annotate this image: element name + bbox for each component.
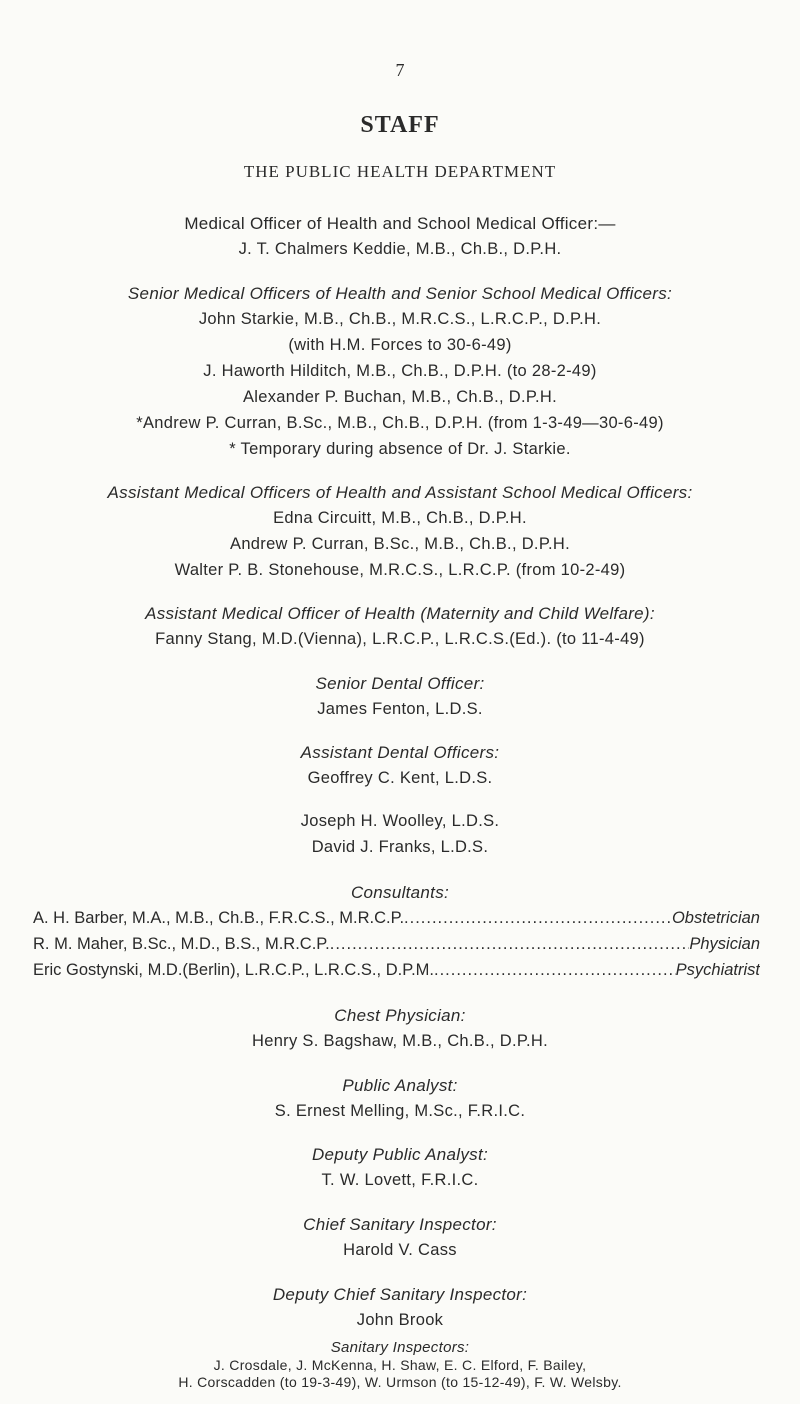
senior-moh-heading: Senior Medical Officers of Health and Senior School Medical Officers:	[127, 284, 673, 303]
senior-moh-line: (with H.M. Forces to 30-6-49)	[288, 336, 512, 354]
consultants-heading: Consultants:	[350, 883, 450, 902]
consultant-row	[33, 909, 760, 928]
consultant-role: Obstetrician	[671, 909, 760, 927]
chief-sanitary-name: Harold V. Cass	[343, 1241, 457, 1259]
leader-dots	[404, 909, 672, 928]
chief-sanitary-heading: Chief Sanitary Inspector:	[303, 1215, 497, 1234]
consultant-name: A. H. Barber, M.A., M.B., Ch.B., F.R.C.S., M.R.C.P.	[33, 909, 405, 927]
consultant-name: R. M. Maher, B.Sc., M.D., B.S., M.R.C.P.	[33, 935, 330, 953]
deputy-analyst-name: T. W. Lovett, F.R.I.C.	[321, 1171, 479, 1189]
deputy-sanitary-heading: Deputy Chief Sanitary Inspector:	[272, 1285, 528, 1304]
consultant-row	[33, 935, 760, 954]
consultant-role: Psychiatrist	[675, 961, 760, 979]
maternity-heading: Assistant Medical Officer of Health (Maternity and Child Welfare):	[145, 604, 655, 623]
moh-name: J. T. Chalmers Keddie, M.B., Ch.B., D.P.H.	[238, 240, 562, 258]
leader-dots	[434, 961, 676, 980]
consultant-name: Eric Gostynski, M.D.(Berlin), L.R.C.P., L.R.C.S., D.P.M.	[33, 961, 434, 979]
assistant-dental-line: Joseph H. Woolley, L.D.S.	[300, 812, 500, 830]
maternity-name: Fanny Stang, M.D.(Vienna), L.R.C.P., L.R.C.S.(Ed.). (to 11-4-49)	[155, 630, 645, 648]
assistant-dental-heading: Assistant Dental Officers:	[300, 743, 500, 762]
consultant-row	[33, 961, 760, 980]
sanitary-line: H. Corscadden (to 19-3-49), W. Urmson (to 15-12-49), F. W. Welsby.	[178, 1374, 622, 1390]
senior-moh-footnote: * Temporary during absence of Dr. J. Starkie.	[229, 440, 571, 458]
sanitary-heading: Sanitary Inspectors:	[330, 1339, 470, 1356]
assistant-moh-heading: Assistant Medical Officers of Health and Assistant School Medical Officers:	[107, 483, 693, 502]
senior-dental-heading: Senior Dental Officer:	[315, 674, 485, 693]
assistant-dental-line: David J. Franks, L.D.S.	[311, 838, 489, 856]
senior-moh-line: J. Haworth Hilditch, M.B., Ch.B., D.P.H. (to 28-2-49)	[203, 362, 597, 380]
page-title: STAFF	[360, 112, 440, 138]
analyst-heading: Public Analyst:	[342, 1076, 458, 1095]
senior-moh-line: *Andrew P. Curran, B.Sc., M.B., Ch.B., D.P.H. (from 1-3-49—30-6-49)	[136, 414, 664, 432]
deputy-sanitary-name: John Brook	[356, 1311, 444, 1329]
senior-moh-line: Alexander P. Buchan, M.B., Ch.B., D.P.H.	[242, 388, 558, 406]
senior-moh-line: John Starkie, M.B., Ch.B., M.R.C.S., L.R.C.P., D.P.H.	[198, 310, 602, 328]
sanitary-line: J. Crosdale, J. McKenna, H. Shaw, E. C. Elford, F. Bailey,	[213, 1357, 587, 1373]
assistant-moh-line: Edna Circuitt, M.B., Ch.B., D.P.H.	[273, 509, 527, 527]
chest-heading: Chest Physician:	[334, 1006, 466, 1025]
leader-dots	[330, 935, 690, 954]
page-number: 7	[395, 60, 405, 80]
consultant-role: Physician	[689, 935, 760, 953]
assistant-moh-line: Andrew P. Curran, B.Sc., M.B., Ch.B., D.P.H.	[230, 535, 570, 553]
department-subtitle: THE PUBLIC HEALTH DEPARTMENT	[243, 162, 557, 181]
senior-dental-name: James Fenton, L.D.S.	[317, 700, 483, 718]
deputy-analyst-heading: Deputy Public Analyst:	[311, 1145, 489, 1164]
chest-name: Henry S. Bagshaw, M.B., Ch.B., D.P.H.	[252, 1032, 548, 1050]
moh-heading: Medical Officer of Health and School Medical Officer:—	[184, 214, 616, 233]
assistant-moh-line: Walter P. B. Stonehouse, M.R.C.S., L.R.C.P. (from 10-2-49)	[174, 561, 626, 579]
analyst-name: S. Ernest Melling, M.Sc., F.R.I.C.	[274, 1102, 526, 1120]
assistant-dental-line: Geoffrey C. Kent, L.D.S.	[307, 769, 493, 787]
